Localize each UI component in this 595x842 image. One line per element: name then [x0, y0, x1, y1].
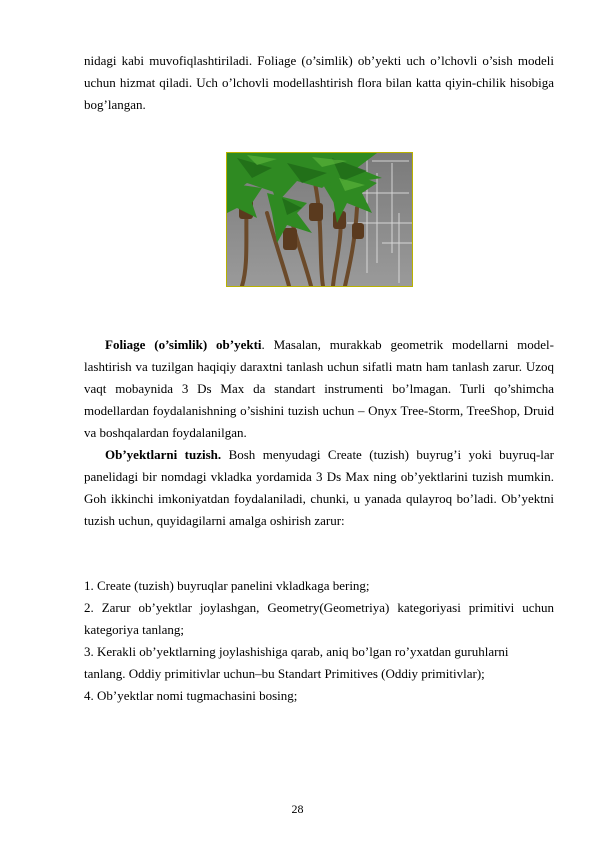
palm-trees-render-image [226, 152, 413, 287]
paragraph-foliage [84, 334, 554, 444]
list-item: 2. Zarur ob’yektlar joylashgan, Geometry(Geometriya) kategoriyasi primitivi uchun kategoriya tanlang; [84, 600, 554, 637]
page-number: 28 [291, 802, 304, 816]
list-item: tanlang. Oddiy primitivlar uchun–bu Standart Primitives (Oddiy primitivlar); [84, 666, 485, 681]
steps-list [84, 575, 554, 707]
foliage-term: Foliage (o’simlik) ob’yekti [105, 337, 262, 352]
paragraph-object-creation [84, 444, 554, 532]
object-creation-text: Bosh menyudagi Create (tuzish) buyrug’i yoki buyruq-lar panelidagi bir nomdagi vkladka yordamida 3 Ds Max ning ob’yektlarini tuzish mumkin. Goh ikkinchi imkoniyatdan foydalaniladi, chunki, u yanada qulayroq bo’ladi. Ob’yektni tuzish uchun, quyidagilarni amalga oshirish zarur: [84, 447, 554, 528]
list-item: 1. Create (tuzish) buyruqlar panelini vkladkaga bering; [84, 578, 370, 593]
paragraph-intro: nidagi kabi muvofiqlashtiriladi. Foliage (o’simlik) ob’yekti uch o’lchovli o’sish modeli uchun hizmat qiladi. Uch o’lchovli modellashtirish flora bilan katta qiyin-chilik hisobiga bog’langan. [84, 53, 554, 112]
list-item: 4. Ob’yektlar nomi tugmachasini bosing; [84, 688, 298, 703]
foliage-text: . Masalan, murakkab geometrik modellarni model-lashtirish va tuzilgan haqiqiy daraxtni tanlash uchun sifatli matn ham tanlash zarur. Uzoq vaqt mobaynida 3 Ds Max da standart instrumenti bo’lmagan. Turli qo’shimcha modellardan foydalanishning o’sishini tuzish uchun – Onyx Tree-Storm, TreeShop, Druid va boshqalardan foydalanilgan. [84, 337, 554, 440]
list-item: 3. Kerakli ob’yektlarning joylashishiga qarab, aniq bo’lgan ro’yxatdan guruhlarni [84, 644, 509, 659]
object-creation-term: Ob’yektlarni tuzish. [105, 447, 222, 462]
